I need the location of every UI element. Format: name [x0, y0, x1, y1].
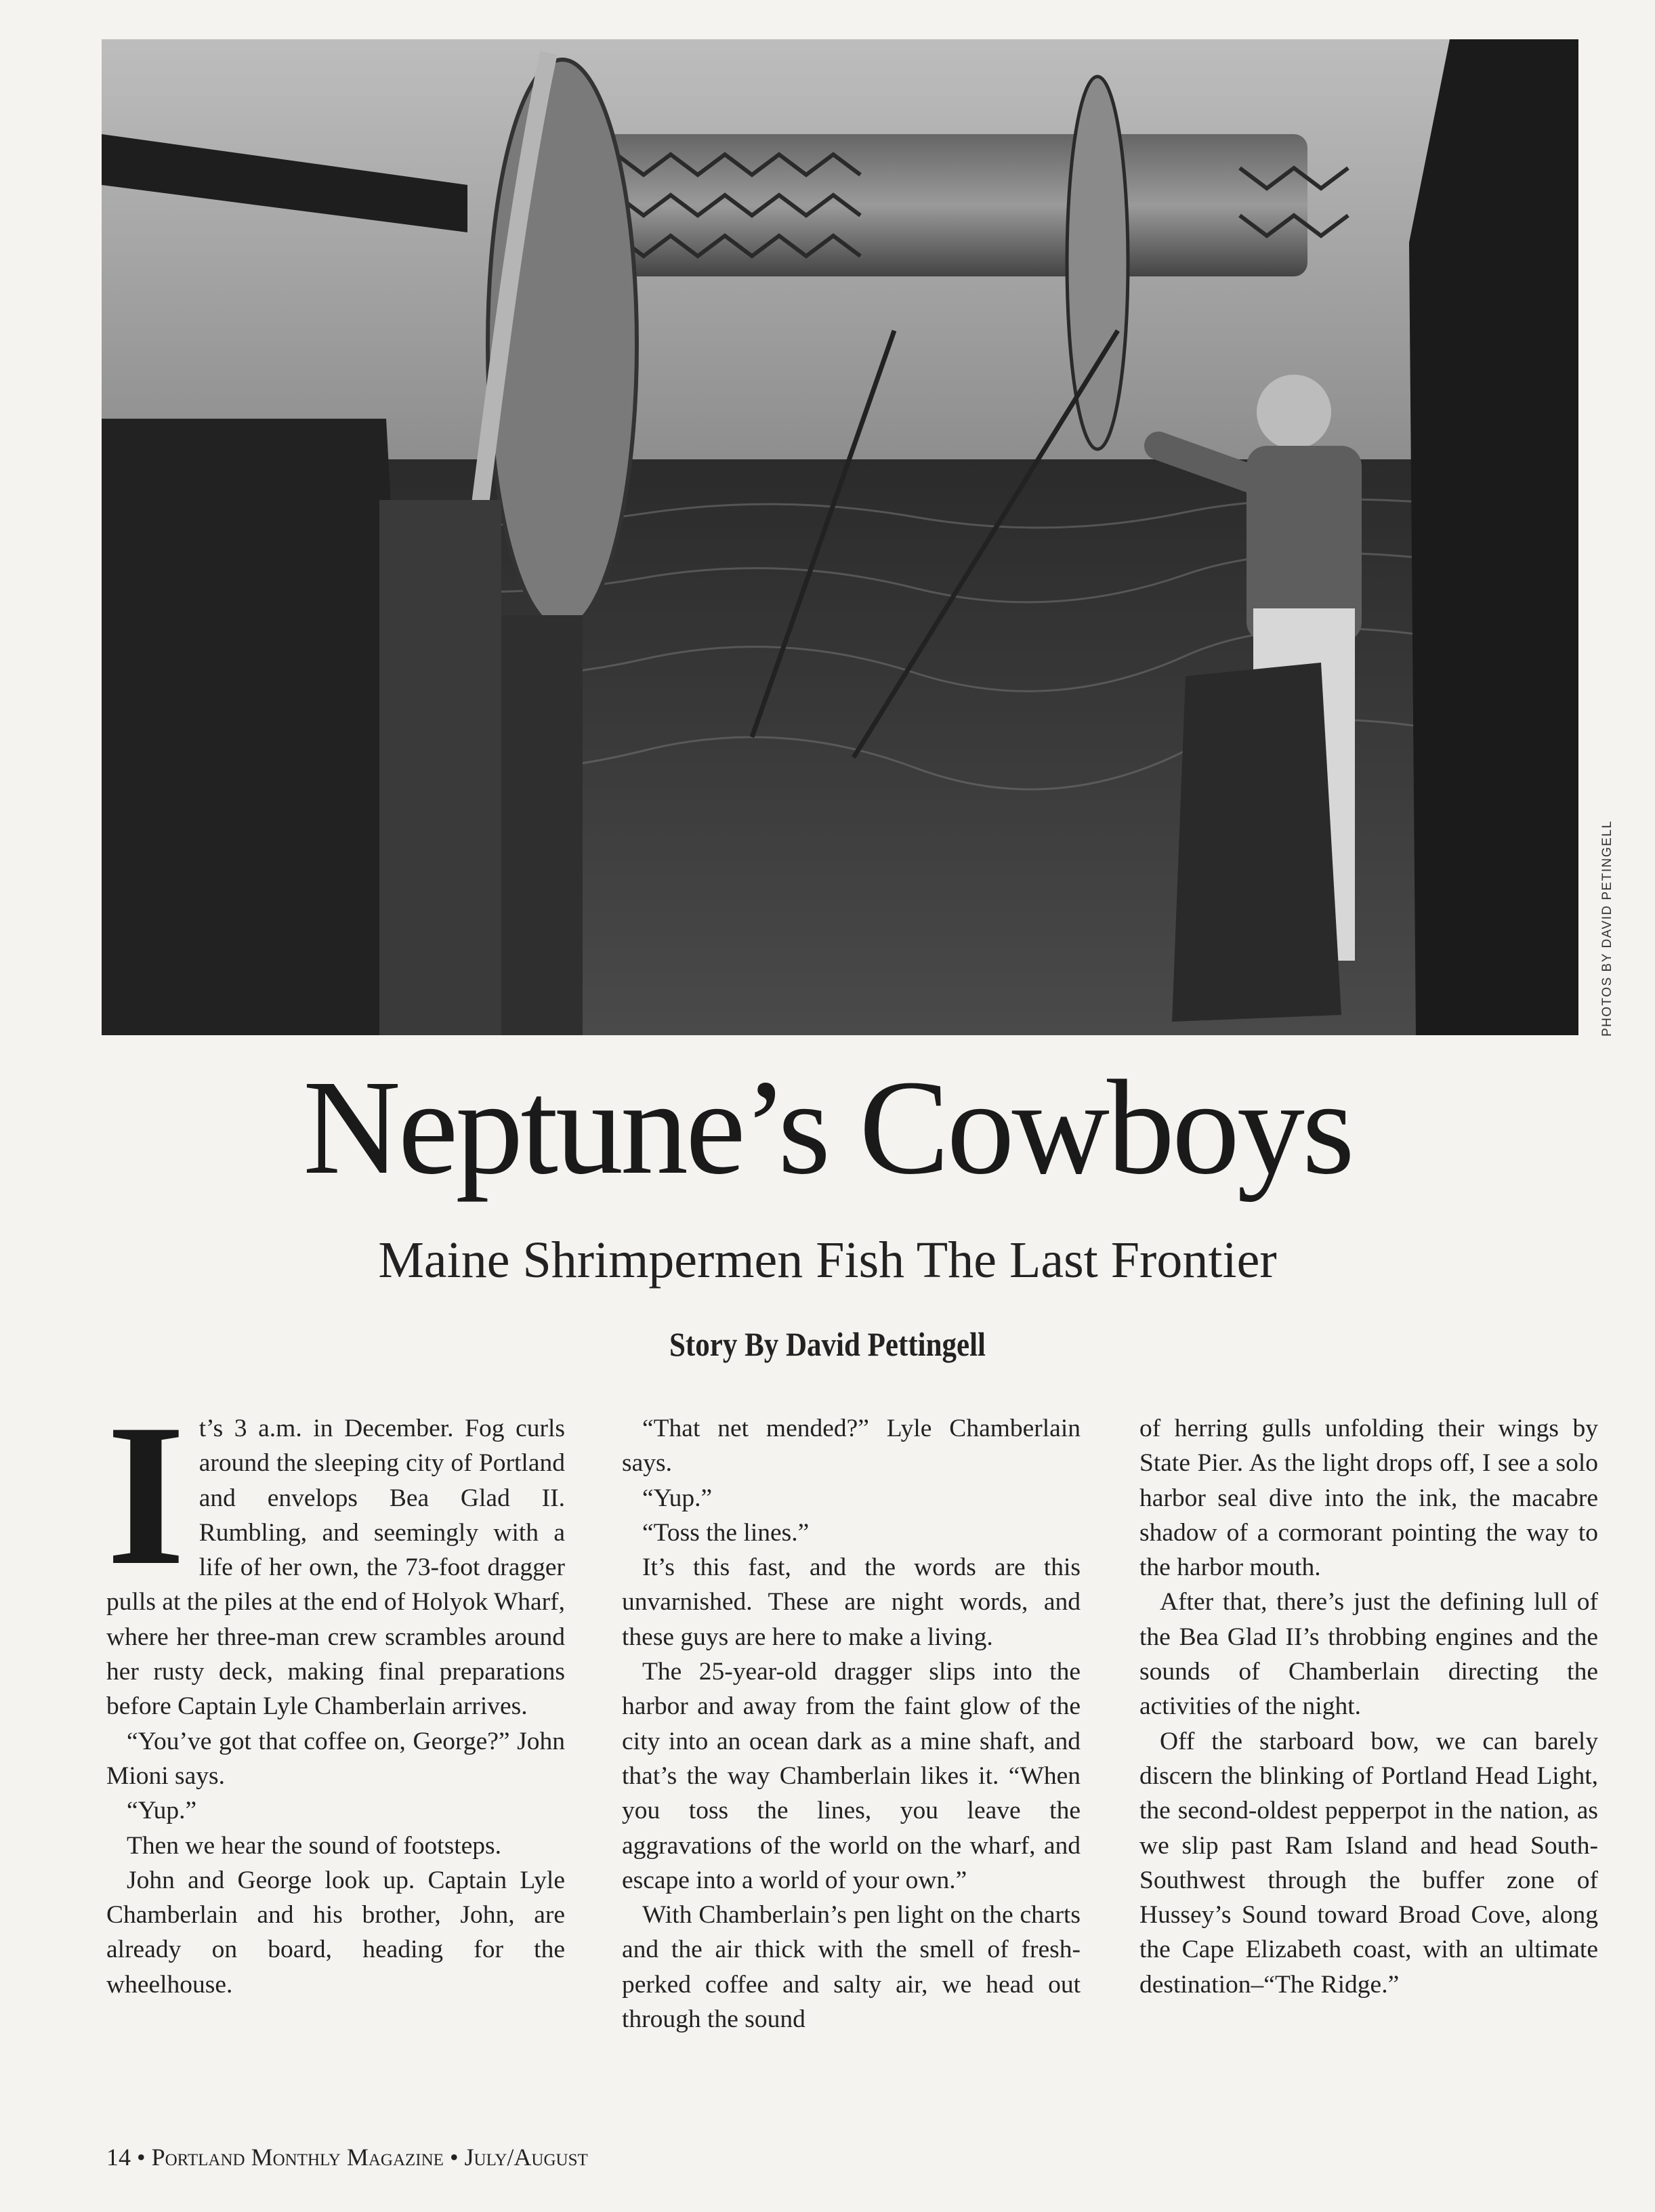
paragraph: The 25-year-old dragger slips into the harbor and away from the faint glow of the city into an ocean dark as a mine shaft, and that’s the way Chamberlain likes it. “When you toss the lines, you leave the aggravations of the world on the wharf, and escape into a world of your own.” — [622, 1658, 1081, 1894]
trawler-winch-photo-icon — [102, 39, 1578, 1035]
bullet-separator: • — [137, 2144, 146, 2171]
article-photo — [102, 39, 1578, 1035]
paragraph: After that, there’s just the defining lull of the Bea Glad II’s throbbing engines and the sounds of Chamberlain directing the activities of the night. — [1139, 1588, 1598, 1721]
article-column-1 — [106, 1382, 565, 2002]
article-byline: Story By David Pettingell — [669, 1325, 986, 1363]
paragraph: “Toss the lines.” — [642, 1518, 810, 1547]
paragraph: Off the starboard bow, we can barely discern the blinking of Portland Head Light, the second-oldest pepperpot in the nation, as we slip past Ram Island and head South-Southwest through the buffer zone of Hussey’s Sound toward Broad Cove, along the Cape Elizabeth coast, with an ultimate destination–“The Ridge.” — [1139, 1727, 1598, 1999]
paragraph: of herring gulls unfolding their wings by State Pier. As the light drops off, I see a solo harbor seal dive into the ink, the macabre shadow of a cormorant pointing the way to the harbor mouth. — [1139, 1415, 1598, 1582]
article-column-3 — [1139, 1411, 1598, 2002]
article-column-2 — [622, 1411, 1081, 2037]
paragraph: “Yup.” — [127, 1797, 197, 1825]
paragraph: It’s this fast, and the words are this unvarnished. These are night words, and these guys are here to make a living. — [622, 1553, 1081, 1651]
paragraph: Then we hear the sound of footsteps. — [127, 1831, 501, 1860]
drop-cap: I — [106, 1382, 186, 1607]
article-headline: Neptune’s Cowboys — [303, 1053, 1352, 1203]
paragraph: “Yup.” — [642, 1484, 713, 1512]
paragraph: With Chamberlain’s pen light on the charts and the air thick with the smell of fresh-perked coffee and salty air, we head out through the sound — [622, 1901, 1081, 2034]
bullet-separator: • — [449, 2144, 459, 2171]
paragraph: “You’ve got that coffee on, George?” John Mioni says. — [106, 1727, 565, 1790]
article-subhead: Maine Shrimpermen Fish The Last Frontier — [378, 1232, 1277, 1289]
page-number: 14 — [106, 2144, 131, 2171]
paragraph: “That net mended?” Lyle Chamberlain says. — [622, 1415, 1081, 1478]
page-footer — [106, 2142, 588, 2172]
issue-date: July/August — [464, 2144, 588, 2171]
paragraph: t’s 3 a.m. in December. Fog curls around the sleeping city of Portland and envelops Bea Glad II. Rumbling, and seemingly with a life of her own, the 73-foot dragger pulls at the piles at the end of Holyok Wharf, where her three-man crew scrambles around her rusty deck, making final preparations before Captain Lyle Chamberlain arrives. — [106, 1415, 565, 1721]
paragraph: John and George look up. Captain Lyle Chamberlain and his brother, John, are already on board, heading for the wheelhouse. — [106, 1866, 565, 1999]
photo-credit: PHOTOS BY DAVID PETINGELL — [1600, 820, 1614, 1037]
magazine-name: Portland Monthly Magazine — [151, 2144, 444, 2171]
